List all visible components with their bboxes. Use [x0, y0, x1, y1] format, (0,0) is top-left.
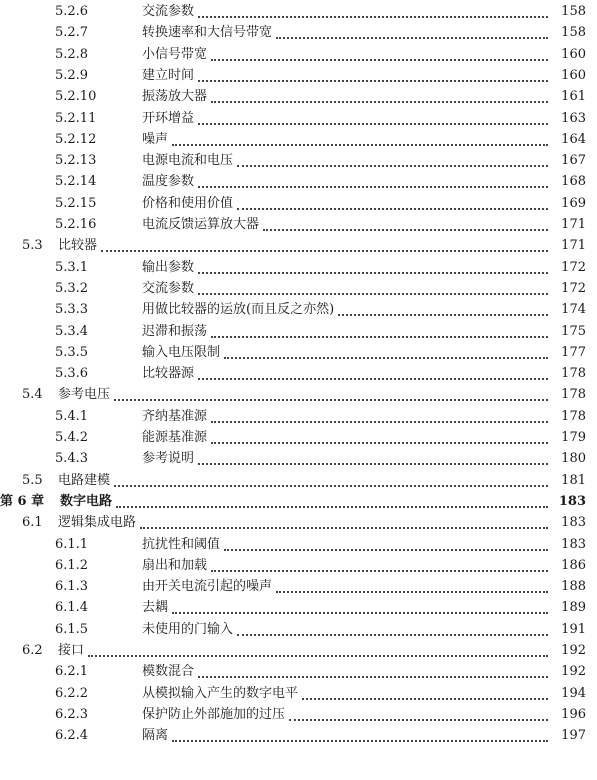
toc-entry[interactable]: [0, 109, 597, 129]
toc-entry-number: 5.2.14: [55, 174, 97, 190]
toc-entry-title: 迟滞和振荡: [142, 323, 208, 339]
toc-entry-page: 160: [561, 67, 586, 83]
toc-entry-title: 转换速率和大信号带宽: [142, 25, 273, 41]
toc-entry[interactable]: [0, 428, 597, 448]
toc-entry-number: 6.2: [22, 643, 43, 658]
toc-entry-page: 169: [561, 195, 586, 211]
toc-entry-page: 197: [561, 728, 586, 744]
toc-entry-number: 5.2.15: [55, 195, 97, 211]
toc-entry-number: 5.4.3: [55, 451, 89, 467]
toc-entry[interactable]: [0, 492, 597, 512]
toc-entry-title: 振荡放大器: [142, 89, 208, 105]
dot-leader: [237, 634, 548, 636]
toc-entry-title: 电源电流和电压: [142, 153, 234, 169]
toc-entry-page: 161: [561, 89, 586, 105]
toc-entry-number: 5.2.12: [55, 131, 97, 147]
toc-entry-title: 由开关电流引起的噪声: [142, 579, 273, 595]
toc-entry-title: 开环增益: [142, 110, 195, 126]
toc-entry-page: 172: [561, 280, 586, 296]
toc-entry-number: 6.2.4: [55, 728, 89, 744]
toc-entry[interactable]: [0, 407, 597, 427]
toc-entry-title: 未使用的门输入: [142, 621, 234, 637]
toc-entry-number: 5.2.13: [55, 153, 97, 169]
dot-leader: [211, 442, 548, 444]
toc-entry-title: 比较器: [58, 238, 98, 254]
toc-entry-number: 5.2.7: [55, 25, 89, 41]
toc-entry-number: 5.2.6: [55, 4, 89, 19]
toc-entry-number: 5.2.11: [55, 110, 97, 126]
toc-entry[interactable]: [0, 2, 597, 22]
toc-entry-title: 比较器源: [142, 366, 195, 382]
toc-entry-title: 输出参数: [142, 259, 195, 275]
toc-entry-title: 去耦: [142, 600, 169, 616]
dot-leader: [198, 272, 548, 274]
toc-entry-title: 电路建模: [58, 472, 111, 488]
toc-entry[interactable]: [0, 300, 597, 320]
dot-leader: [101, 250, 548, 252]
dot-leader: [172, 740, 548, 742]
dot-leader: [88, 655, 548, 657]
toc-entry-number: 6.1.4: [55, 600, 89, 616]
toc-entry-number: 5.4.1: [55, 408, 89, 424]
toc-entry-number: 6.1.1: [55, 536, 89, 552]
toc-entry-title: 温度参数: [142, 174, 195, 190]
toc-entry-page: 177: [561, 344, 586, 360]
dot-leader: [172, 144, 548, 146]
toc-entry-page: 178: [561, 366, 586, 382]
dot-leader: [211, 59, 548, 61]
dot-leader: [263, 229, 548, 231]
toc-entry[interactable]: [0, 151, 597, 171]
toc-entry-title: 齐纳基准源: [142, 408, 208, 424]
dot-leader: [140, 527, 548, 529]
toc-entry-title: 交流参数: [142, 280, 195, 296]
dot-leader: [211, 101, 548, 103]
toc-entry-page: 174: [561, 302, 586, 318]
toc-entry[interactable]: [0, 726, 597, 746]
toc-entry-number: 5.3.2: [55, 280, 89, 296]
toc-entry-page: 183: [561, 515, 586, 531]
toc-entry-title: 交流参数: [142, 4, 195, 19]
toc-entry-page: 164: [561, 131, 586, 147]
toc-entry-title: 电流反馈运算放大器: [142, 217, 260, 232]
toc-entry-title: 数字电路: [60, 493, 113, 509]
toc-entry[interactable]: [0, 620, 597, 640]
toc-entry-page: 160: [561, 46, 586, 62]
dot-leader: [114, 399, 548, 401]
toc-entry-page: 178: [561, 408, 586, 424]
dot-leader: [237, 208, 548, 210]
dot-leader: [302, 698, 548, 700]
dot-leader: [198, 293, 548, 295]
toc-entry[interactable]: [0, 556, 597, 576]
toc-entry[interactable]: [0, 130, 597, 150]
dot-leader: [172, 612, 548, 614]
toc-entry-title: 抗扰性和阈值: [142, 536, 221, 552]
toc-entry-page: 183: [561, 536, 586, 552]
toc-entry-page: 171: [561, 217, 586, 232]
toc-entry-number: 5.2.16: [55, 217, 97, 232]
dot-leader: [211, 570, 548, 572]
toc-entry-page: 171: [561, 238, 586, 254]
toc-entry-number: 5.3.4: [55, 323, 89, 339]
toc-entry-page: 158: [561, 25, 586, 41]
toc-entry-title: 接口: [58, 643, 85, 658]
toc-entry-page: 167: [561, 153, 586, 169]
toc-entry-title: 价格和使用价值: [142, 195, 234, 211]
dot-leader: [237, 165, 548, 167]
toc-entry-page: 178: [561, 387, 586, 403]
toc-entry-number: 5.3.1: [55, 259, 89, 275]
toc-entry[interactable]: [0, 236, 597, 256]
toc-entry-title: 模数混合: [142, 664, 195, 680]
toc-entry-number: 6.2.2: [55, 685, 89, 701]
dot-leader: [211, 421, 548, 423]
toc-entry[interactable]: [0, 577, 597, 597]
toc-entry[interactable]: [0, 684, 597, 704]
dot-leader: [198, 463, 548, 465]
toc-entry-number: 第 6 章: [0, 493, 45, 509]
toc-entry-title: 隔离: [142, 728, 169, 744]
toc-entry-number: 6.1.2: [55, 557, 89, 573]
toc-entry[interactable]: [0, 66, 597, 86]
toc-entry-page: 191: [561, 621, 586, 637]
toc-entry[interactable]: [0, 364, 597, 384]
toc-entry[interactable]: [0, 662, 597, 682]
toc-entry-number: 5.3: [22, 238, 43, 254]
toc-entry-page: 179: [561, 430, 586, 445]
toc-entry-page: 196: [561, 706, 586, 722]
toc-entry-page: 172: [561, 259, 586, 275]
toc-entry-number: 6.1: [22, 515, 43, 531]
toc-entry-page: 194: [561, 685, 586, 701]
toc-entry-title: 能源基准源: [142, 430, 208, 445]
toc-entry-page: 189: [561, 600, 586, 616]
toc-entry-title: 噪声: [142, 131, 169, 147]
toc-entry-title: 用做比较器的运放(而且反之亦然): [142, 302, 335, 318]
dot-leader: [116, 506, 548, 508]
toc-entry-title: 逻辑集成电路: [58, 515, 137, 531]
toc-entry-page: 183: [558, 493, 586, 509]
toc-entry-page: 181: [561, 472, 586, 488]
dot-leader: [198, 123, 548, 125]
toc-entry[interactable]: [0, 705, 597, 725]
toc-entry-number: 5.3.3: [55, 302, 89, 318]
toc-entry-number: 5.2.8: [55, 46, 89, 62]
toc-entry[interactable]: [0, 194, 597, 214]
toc-entry-title: 参考说明: [142, 451, 195, 467]
toc-entry-number: 5.2.9: [55, 67, 89, 83]
dot-leader: [198, 80, 548, 82]
dot-leader: [198, 676, 548, 678]
toc-entry-page: 168: [561, 174, 586, 190]
toc-entry-page: 192: [561, 643, 586, 658]
toc-entry[interactable]: [0, 215, 597, 235]
toc-entry[interactable]: [0, 641, 597, 661]
toc-entry[interactable]: [0, 513, 597, 533]
toc-entry-title: 参考电压: [58, 387, 111, 403]
toc-entry-number: 5.4: [22, 387, 43, 403]
toc-entry[interactable]: [0, 471, 597, 491]
toc-entry-page: 180: [561, 451, 586, 467]
toc-entry[interactable]: [0, 279, 597, 299]
dot-leader: [338, 314, 548, 316]
toc-entry-page: 192: [561, 664, 586, 680]
toc-entry-page: 158: [561, 4, 586, 19]
toc-entry-page: 186: [561, 557, 586, 573]
toc-entry-number: 6.2.1: [55, 664, 89, 680]
toc-entry-number: 6.2.3: [55, 706, 89, 722]
toc-entry-page: 163: [561, 110, 586, 126]
toc-entry-number: 5.2.10: [55, 89, 97, 105]
toc-entry-title: 保护防止外部施加的过压: [142, 706, 286, 722]
toc-entry-title: 扇出和加载: [142, 557, 208, 573]
toc-entry[interactable]: [0, 45, 597, 65]
dot-leader: [276, 591, 548, 593]
dot-leader: [198, 378, 548, 380]
toc-entry-number: 5.3.6: [55, 366, 89, 382]
dot-leader: [224, 549, 548, 551]
toc-entry[interactable]: [0, 449, 597, 469]
toc-entry[interactable]: [0, 535, 597, 555]
dot-leader: [198, 16, 548, 18]
toc-entry[interactable]: [0, 23, 597, 43]
toc-entry-number: 6.1.5: [55, 621, 89, 637]
toc-entry-title: 小信号带宽: [142, 46, 208, 62]
dot-leader: [276, 37, 548, 39]
toc-entry-title: 输入电压限制: [142, 344, 221, 360]
toc-entry-number: 5.5: [22, 472, 43, 488]
toc-entry[interactable]: [0, 258, 597, 278]
toc-entry-page: 188: [561, 579, 586, 595]
toc-entry-title: 建立时间: [142, 67, 195, 83]
dot-leader: [211, 336, 548, 338]
dot-leader: [114, 485, 548, 487]
toc-entry-title: 从模拟输入产生的数字电平: [142, 685, 299, 701]
toc-entry[interactable]: [0, 343, 597, 363]
toc-entry-number: 5.4.2: [55, 430, 89, 445]
dot-leader: [224, 357, 548, 359]
toc-entry[interactable]: [0, 172, 597, 192]
toc-entry-number: 5.3.5: [55, 344, 89, 360]
toc-entry-number: 6.1.3: [55, 579, 89, 595]
dot-leader: [289, 719, 548, 721]
toc-entry[interactable]: [0, 598, 597, 618]
toc-entry[interactable]: [0, 87, 597, 107]
toc-entry[interactable]: [0, 322, 597, 342]
dot-leader: [198, 186, 548, 188]
toc-entry[interactable]: [0, 385, 597, 405]
toc-entry-page: 175: [561, 323, 586, 339]
